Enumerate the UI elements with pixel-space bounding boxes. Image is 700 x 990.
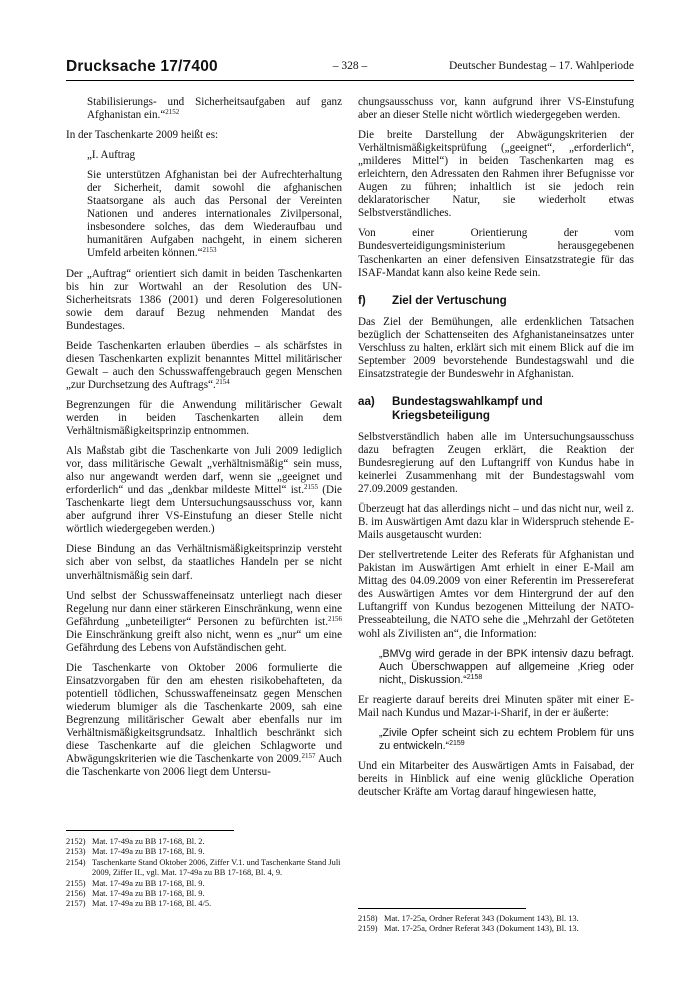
quote-paragraph: Sie unterstützen Afghanistan bei der Aufrechterhaltung der Sicherheit, damit sowohl die afghanischen Staatsorgane als auch das Personal der Vereinten Nationen und anderes internationales Zivilpersonal, insbesondere solches, das dem Wiederaufbau und humanitären Aufgaben nachgeht, in einem sicheren Umfeld arbeiten können.“$^{2153}$ — [87, 169, 342, 260]
paragraph: Diese Bindung an das Verhältnismäßigkeitsprinzip versteht sich aber von selbst, da staatliches Handeln per se nicht unverhältnismäßig sein darf. — [66, 543, 342, 582]
paragraph: Als Maßstab gibt die Taschenkarte von Juli 2009 lediglich vor, dass militärische Gewalt „verhältnismäßig“ sein muss, also nur angewandt werden darf, wenn sie „geeignet und erforderlich“ und das „denkbar mildeste Mittel“ ist.$^{2155}$ (Die Taschenkarte liegt dem Untersuchungsausschuss vor, kann aber aufgrund ihrer VS-Einstufung an dieser Stelle nicht wörtlich wiedergegeben werden.) — [66, 445, 342, 536]
paragraph: chungsausschuss vor, kann aufgrund ihrer VS-Einstufung aber an dieser Stelle nicht wörtlich wiedergegeben werden. — [358, 96, 634, 122]
paragraph: Und selbst der Schusswaffeneinsatz unterliegt nach dieser Regelung nur dann einer stärkeren Einschränkung, wenn eine Gefährdung „unbeteiligter“ Personen zu befürchten ist.$^{2156}$ Die Einschränkung greift also nicht, wenn es „nur“ um eine Gefährdung des Lebens von Aufständischen geht. — [66, 589, 342, 654]
paragraph: Die breite Darstellung der Abwägungskriterien der Verhältnismäßigkeitsprüfung („geeignet“, „erforderlich“, „milderes Mittel“) in beiden Taschenkarten mag es erleichtern, den Adressaten den Rahmen ihrer Befugnisse vor Augen zu führen; inhaltlich ist sie jedoch rein deklaratorischer Natur, sie wiederholt etwas Selbstverständliches. — [358, 129, 634, 220]
doc-number: 7400 — [182, 58, 218, 75]
paragraph: Er reagierte darauf bereits drei Minuten später mit einer E-Mail nach Kundus und Mazar-i-Sharif, in der er äußerte: — [358, 693, 634, 719]
paragraph: In der Taschenkarte 2009 heißt es: — [66, 129, 219, 142]
footnote: 2158) Mat. 17-25a, Ordner Referat 343 (Dokument 143), Bl. 13. — [358, 914, 579, 923]
parliament-period: Deutscher Bundestag – 17. Wahlperiode — [448, 60, 634, 72]
footnote: 2155) Mat. 17-49a zu BB 17-168, Bl. 9. — [66, 878, 205, 888]
email-quote: „BMVg wird gerade in der BPK intensiv dazu befragt. Auch Überschwappen auf allgemeine ‚Krieg oder nicht‚‚ Diskussion.“$^{2158}$ — [379, 647, 634, 686]
footnote-divider — [66, 830, 234, 831]
footnote-ref: 2153 — [202, 246, 217, 255]
email-quote: „Zivile Opfer scheint sich zu echtem Problem für uns zu entwickeln.“$^{2159}$ — [379, 726, 634, 752]
footnote-divider — [358, 908, 526, 909]
footnote: 2159) Mat. 17-25a, Ordner Referat 343 (Dokument 143), Bl. 13. — [358, 924, 579, 934]
footnote: 2152) Mat. 17-49a zu BB 17-168, Bl. 2. — [66, 837, 205, 846]
right-footnotes — [358, 914, 634, 935]
paragraph: Und ein Mitarbeiter des Auswärtigen Amts in Faisabad, der bereits in Hinblick auf eine wenig glückliche Operation deutscher Kräfte am Vortag darauf hingewiesen hatte, — [358, 759, 634, 798]
doc-label: Drucksache 17/ — [66, 58, 183, 75]
paragraph: Der „Auftrag“ orientiert sich damit in beiden Taschenkarten bis hin zur Wortwahl an der Resolution des UN-Sicherheitsrats 1386 (2001) und deren Folgeresolutionen sowie dem darauf Bezug nehmenden Mandat des Bundestages. — [66, 267, 342, 332]
footnote-ref: 2155 — [303, 483, 318, 492]
footnote-ref: 2152 — [165, 108, 180, 117]
left-column — [66, 96, 342, 786]
subsection-heading: aa) Bundestagswahlkampf und Kriegsbeteiligung — [358, 394, 543, 422]
paragraph: Das Ziel der Bemühungen, alle erdenklichen Tatsachen bezüglich der Schattenseiten des Afghanistaneinsatzes unter Verschluss zu halten, erklärt sich mit einem Blick auf die im September 2009 bevorstehende Bundestagswahl und die Einsatzstrategie der Bundeswehr in Afghanistan. — [358, 315, 634, 380]
paragraph: Die Taschenkarte von Oktober 2006 formulierte die Einsatzvorgaben für den am ehesten risikobehafteten, da potentiell tödlichen, Schusswaffeneinsatz gegen Menschen wiederum blumiger als die Taschenkarte 2009, sah eine Begrenzung militärischer Gewalt aber ebenfalls nur im Verhältnismäßigkeitsgrundsatz. Inhaltlich beschränkt sich diese Taschenkarte auf die gleichen Schlagworte und Abwägungskriterien wie die Taschenkarte von 2009.$^{2157}$ Auch die Taschenkarte von 2006 liegt dem Untersu- — [66, 661, 342, 779]
left-footnotes — [66, 837, 342, 910]
page-number: – 328 – — [332, 60, 368, 72]
footnote: 2154) Taschenkarte Stand Oktober 2006, Ziffer V.1. und Taschenkarte Stand Juli 2009, Ziffer II., vgl. Mat. 17-49a zu BB 17-168, Bl. 4, 9. — [66, 857, 341, 878]
paragraph: Der stellvertretende Leiter des Referats für Afghanistan und Pakistan im Auswärtigen Amt erhielt in einer E-Mail am Mittag des 04.09.2009 von einer Referentin im Pressereferat des Auswärtigen Amtes vor dem Hintergrund der auf den Luftangriff von Kundus bezogenen Mitteilung der NATO-Presseabteilung, die NATO sehe die „Mehrzahl der Getöteten wohl als Zivilisten an“, die Information: — [358, 549, 634, 640]
paragraph: Stabilisierungs- und Sicherheitsaufgaben auf ganz Afghanistan ein.“$^{2152}$ — [87, 96, 342, 122]
footnote: 2153) Mat. 17-49a zu BB 17-168, Bl. 9. — [66, 847, 205, 857]
paragraph: Beide Taschenkarten erlauben überdies – als schärfstes in diesen Taschenkarten explizit benanntes Mittel militärischer Gewalt – auch den Schusswaffengebrauch gegen Menschen „zur Durchsetzung des Auftrags“.$^{2154}$ — [66, 339, 342, 391]
paragraph: Begrenzungen für die Anwendung militärischer Gewalt werden in beiden Taschenkarten allein dem Verhältnismäßigkeitsprinzip entnommen. — [66, 398, 342, 438]
right-column — [358, 96, 634, 806]
page-header — [66, 58, 634, 81]
footnote-ref: 2154 — [215, 377, 230, 386]
footnote-ref: 2157 — [301, 752, 316, 761]
footnote-ref: 2159 — [449, 739, 465, 747]
footnote-ref: 2156 — [328, 614, 342, 623]
footnote: 2156) Mat. 17-49a zu BB 17-168, Bl. 9. — [66, 889, 205, 899]
section-heading: f) Ziel der Vertuschung — [358, 293, 507, 307]
quote-heading: „I. Auftrag — [87, 149, 136, 162]
footnote-ref: 2158 — [466, 673, 483, 681]
paragraph: Selbstverständlich haben alle im Untersuchungsausschuss dazu befragten Zeugen erklärt, die Reaktion der Bundesregierung auf den Luftangriff von Kundus habe in keinerlei Zusammenhang mit der Bundestagswahl vom 27.09.2009 gestanden. — [358, 430, 634, 496]
paragraph: Überzeugt hat das allerdings nicht – und das nicht nur, weil z. B. im Auswärtigen Amt dazu klar in Widerspruch stehende E-Mails ausgetauscht wurden: — [358, 503, 634, 542]
paragraph: Von einer Orientierung der vom Bundesverteidigungsministerium herausgegebenen Taschenkarten an einer defensiven Einsatzstrategie für das ISAF-Mandat kann also keine Rede sein. — [358, 227, 634, 279]
footnote: 2157) Mat. 17-49a zu BB 17-168, Bl. 4/5. — [66, 899, 212, 909]
